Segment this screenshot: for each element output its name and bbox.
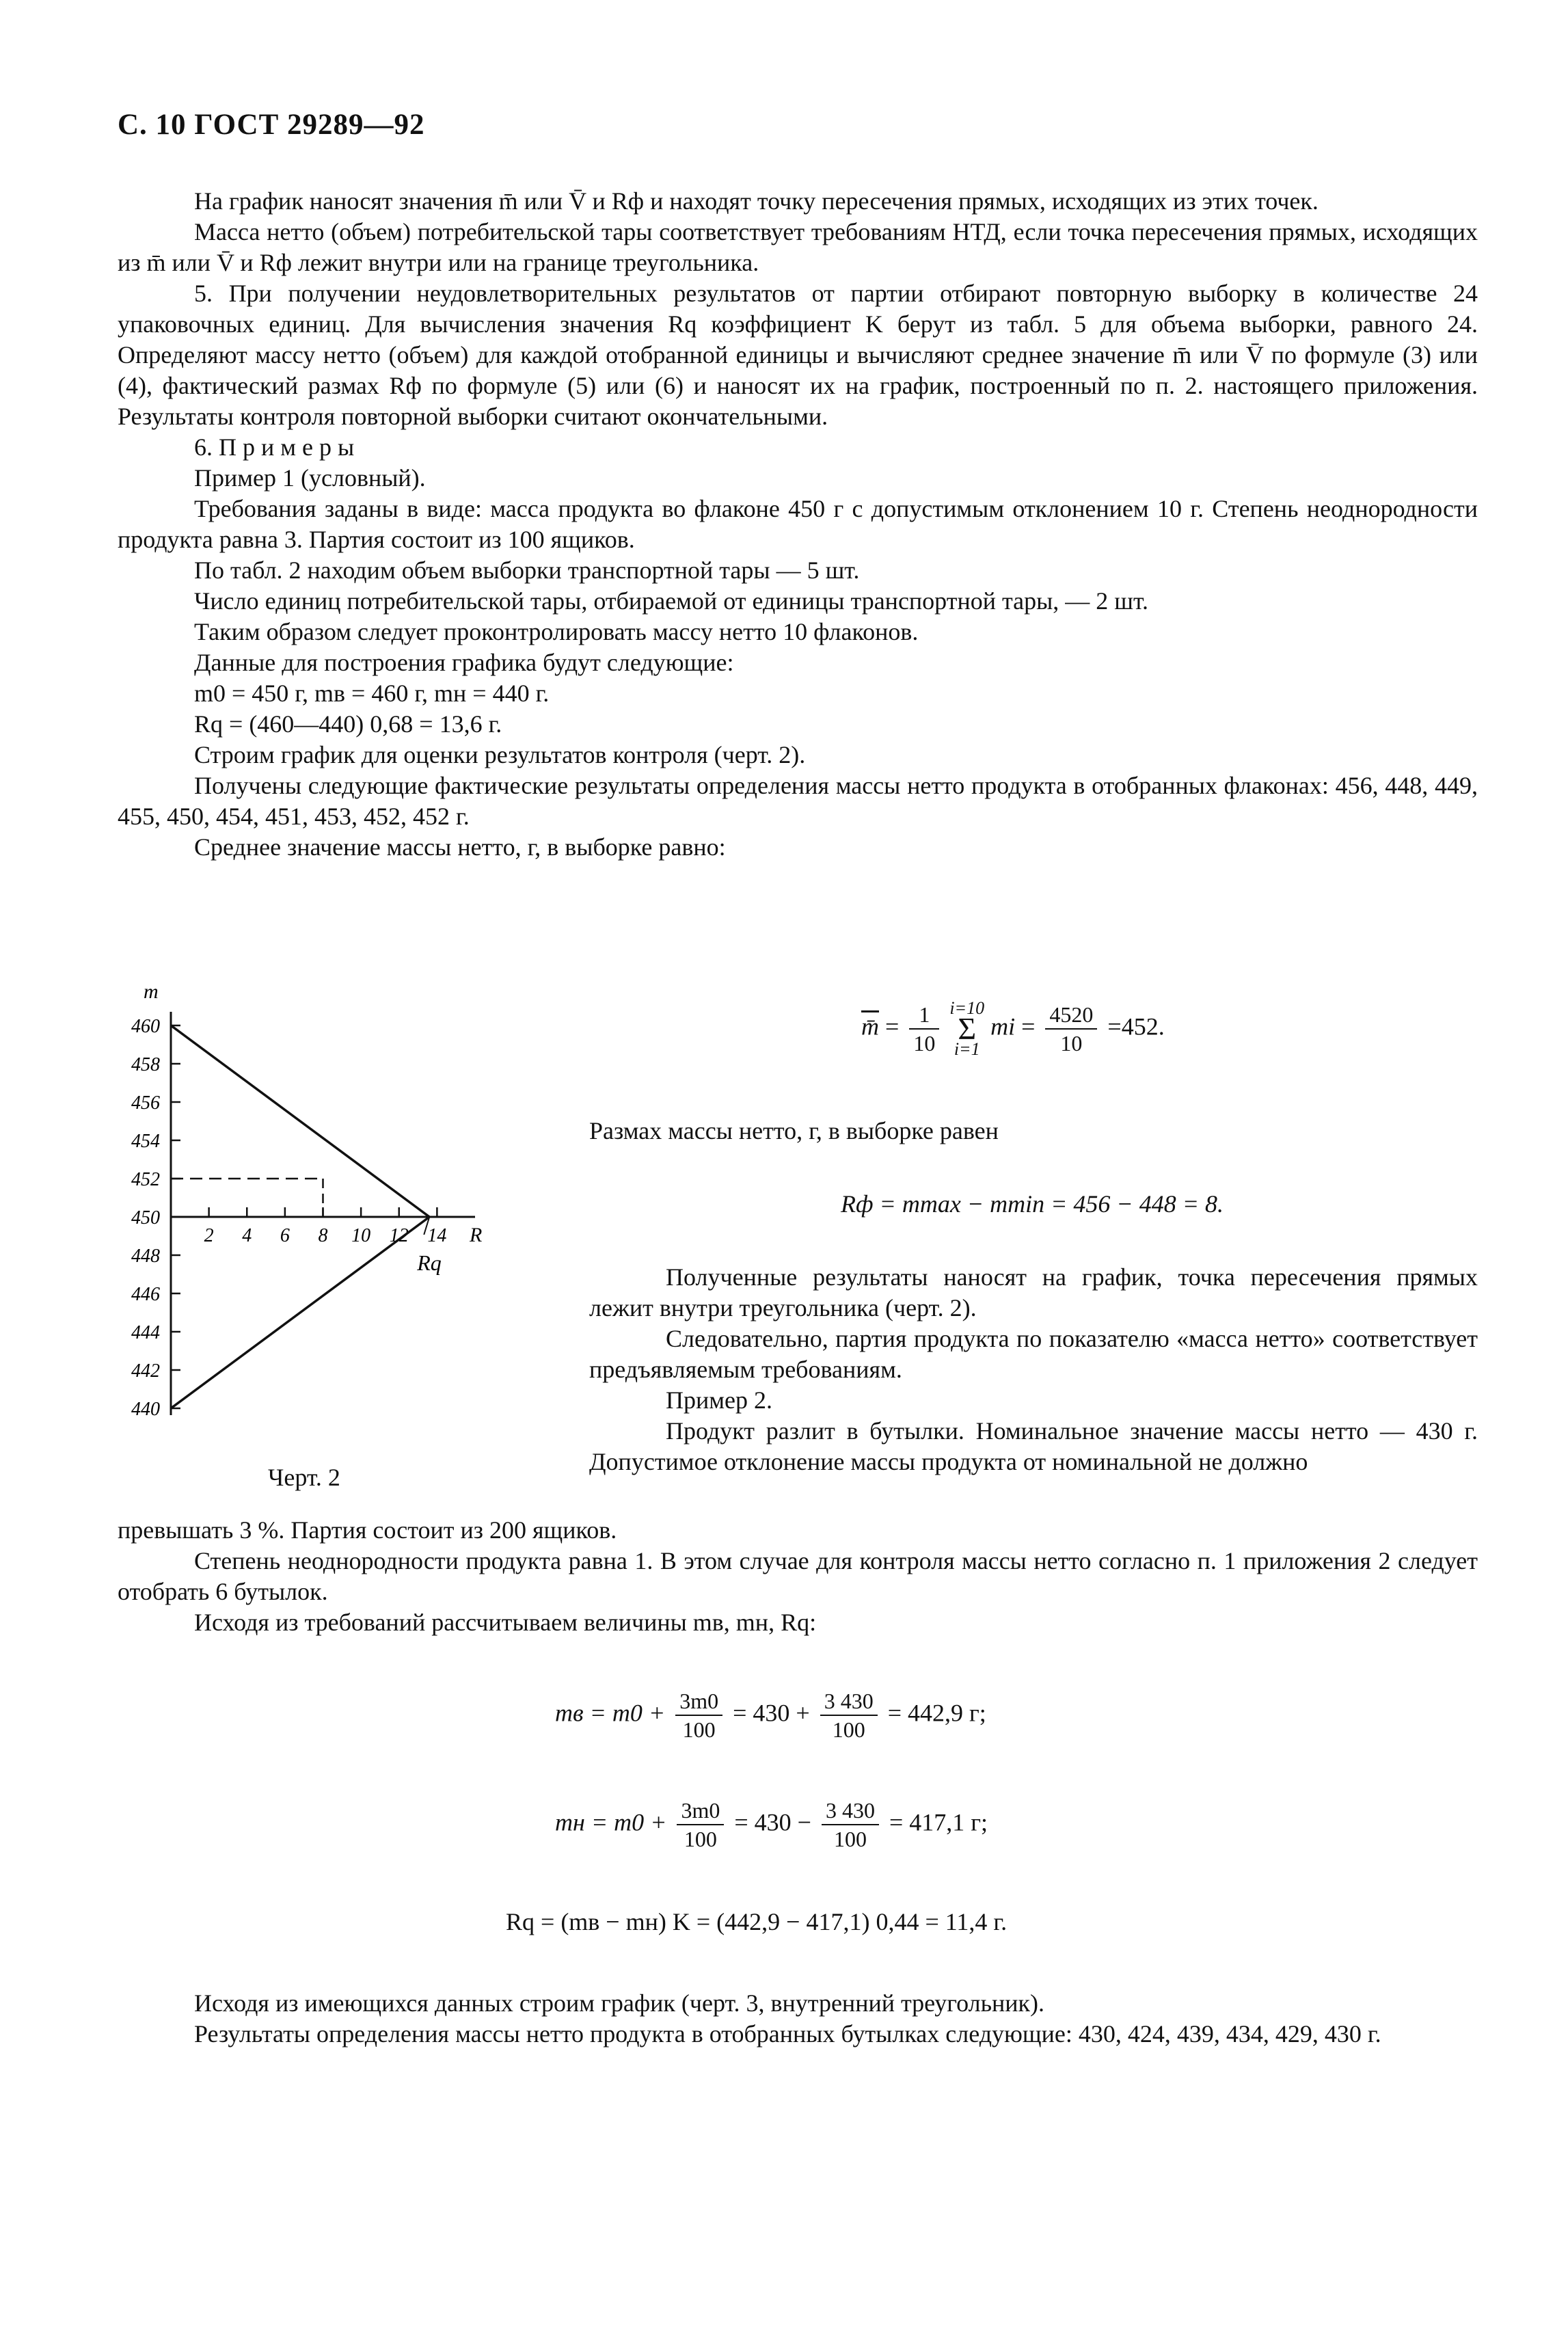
fraction-numerator: 3m0 — [677, 1798, 724, 1825]
x-tick-label: 8 — [318, 1225, 328, 1246]
paragraph: Строим график для оценки результатов контроля (черт. 2). — [194, 741, 806, 768]
y-tick-label: 454 — [131, 1131, 160, 1152]
paragraph: Следовательно, партия продукта по показателю «масса нетто» соответствует предъявляемым требованиям. — [589, 1325, 1478, 1383]
paragraph: Пример 2. — [666, 1386, 773, 1414]
y-tick-label: 448 — [131, 1246, 160, 1267]
y-tick-label: 446 — [131, 1284, 160, 1305]
fraction-numerator: 4520 — [1045, 1002, 1097, 1030]
y-tick-label: 450 — [131, 1207, 160, 1229]
paragraph: Продукт разлит в бутылки. Номинальное значение массы нетто — 430 г. Допустимое отклонение массы продукта от номинальной не должно — [589, 1417, 1478, 1475]
fraction-denominator: 100 — [682, 1717, 716, 1742]
paragraph: На график наносят значения m̄ или V̄ и Rф и находят точку пересечения прямых, исходящих из этих точек. — [194, 187, 1319, 215]
right-column-text — [589, 1262, 1478, 1477]
paragraph: Результаты определения массы нетто продукта в отобранных бутылках следующие: 430, 424, 439, 434, 429, 430 г. — [194, 2020, 1381, 2048]
x-axis-label: R — [470, 1224, 483, 1246]
top-text-block — [118, 186, 1478, 863]
sum-lower-limit: i=1 — [954, 1039, 980, 1059]
figure-caption: Черт. 2 — [268, 1464, 340, 1491]
section-heading: 6. П р и м е р ы — [194, 433, 355, 461]
end-text-block — [118, 1988, 1478, 2050]
formula-lhs: mн = m0 + — [555, 1808, 667, 1836]
formula-lhs: mв = m0 + — [555, 1699, 666, 1727]
y-tick-label: 440 — [131, 1399, 160, 1420]
x-tick-label: 14 — [427, 1225, 447, 1246]
formula-line: Rq = (460—440) 0,68 = 13,6 г. — [194, 710, 502, 738]
rq-annotation: Rq — [417, 1250, 442, 1275]
paragraph: Число единиц потребительской тары, отбираемой от единицы транспортной тары, — 2 шт. — [194, 587, 1149, 615]
y-tick-label: 458 — [131, 1054, 160, 1075]
formula-line: m0 = 450 г, mв = 460 г, mн = 440 г. — [194, 680, 550, 707]
x-tick-label: 6 — [280, 1225, 290, 1246]
paragraph: Получены следующие фактические результаты определения массы нетто продукта в отобранных флаконах: 456, 448, 449, 455, 450, 454, 451, 453, 452, 452 г. — [118, 772, 1478, 830]
paragraph: По табл. 2 находим объем выборки транспортной тары — 5 шт. — [194, 556, 860, 584]
formula-fraction — [677, 1798, 724, 1851]
fraction-numerator: 3m0 — [675, 1689, 722, 1716]
figure-chart-2 — [103, 971, 526, 1449]
fraction-denominator: 100 — [832, 1717, 865, 1742]
formula-middle: = 430 − — [734, 1808, 811, 1836]
formula-rq: Rq = (mв − mн) K = (442,9 − 417,1) 0,44 = 11,4 г. — [506, 1908, 1008, 1935]
paragraph: Исходя из требований рассчитываем величины mв, mн, Rq: — [194, 1609, 817, 1636]
triangle-upper-line — [171, 1025, 429, 1217]
y-tick-label: 456 — [131, 1092, 160, 1114]
paragraph: Пример 1 (условный). — [194, 464, 426, 492]
paragraph: Исходя из имеющихся данных строим график (черт. 3, внутренний треугольник). — [194, 1989, 1045, 2017]
formula-mv — [555, 1689, 986, 1742]
x-tick-label: 4 — [242, 1225, 252, 1246]
mean-formula: m̄ = $\frac{1}{10}$ i=10 Σ i=1 mi = $\frac{4520}{10}$ =452. — [861, 998, 1165, 1059]
range-intro: Размах массы нетто, г, в выборке равен — [589, 1117, 999, 1144]
range-formula: Rф = mmax − mmin = 456 − 448 = 8. — [841, 1190, 1224, 1218]
paragraph: Таким образом следует проконтролировать массу нетто 10 флаконов. — [194, 618, 919, 645]
x-tick-label: 10 — [351, 1225, 371, 1246]
sum-operator: i=10 Σ i=1 — [949, 998, 985, 1059]
x-tick-label: 12 — [389, 1225, 409, 1246]
paragraph: Масса нетто (объем) потребительской тары соответствует требованиям НТД, если точка пересечения прямых, исходящих из m̄ или V̄ и Rф лежит внутри или на границе треугольника. — [118, 218, 1478, 276]
formula-fraction — [675, 1689, 722, 1742]
paragraph: Полученные результаты наносят на график, точка пересечения прямых лежит внутри треугольника (черт. 2). — [589, 1263, 1478, 1321]
fraction-denominator: 100 — [684, 1827, 717, 1851]
mean-symbol: m̄ — [861, 1012, 879, 1041]
paragraph: превышать 3 %. Партия состоит из 200 ящиков. — [118, 1516, 617, 1544]
formula-fraction — [822, 1798, 879, 1851]
y-axis-label: m — [144, 980, 159, 1003]
y-tick-label: 460 — [131, 1016, 160, 1037]
y-tick-label: 442 — [131, 1360, 160, 1382]
paragraph: 5. При получении неудовлетворительных результатов от партии отбирают повторную выборку в количестве 24 упаковочных единиц. Для вычисления значения Rq коэффициент K берут из табл. 5 для объема выборки, равного 24. Определяют массу нетто (объем) для каждой отобранной единицы и вычисляют среднее значение m̄ или V̄ по формуле (3) или (4), фактический размах Rф по формуле (5) или (6) и наносят их на график, построенный по п. 2. настоящего приложения. Результаты контроля повторной выборки считают окончательными. — [118, 280, 1478, 430]
mean-result: =452. — [1107, 1012, 1165, 1041]
x-tick-label: 2 — [204, 1225, 214, 1246]
fraction-denominator: 100 — [833, 1827, 867, 1851]
fraction-numerator: 3 430 — [820, 1689, 878, 1716]
page-header: С. 10 ГОСТ 29289—92 — [118, 109, 425, 141]
y-tick-label: 444 — [131, 1322, 160, 1343]
fraction-denominator: 10 — [1060, 1031, 1083, 1056]
fraction-numerator: 1 — [909, 1002, 939, 1030]
sum-upper-limit: i=10 — [949, 998, 985, 1018]
y-tick-label: 452 — [131, 1169, 160, 1190]
formula-middle: = 430 + — [733, 1699, 810, 1727]
fraction-denominator: 10 — [913, 1031, 936, 1056]
formula-result: = 417,1 г; — [889, 1808, 988, 1836]
fraction-numerator: 3 430 — [822, 1798, 879, 1825]
formula-mn — [555, 1798, 988, 1851]
paragraph: Требования заданы в виде: масса продукта во флаконе 450 г с допустимым отклонением 10 г. Степень неоднородности продукта равна 3. Партия состоит из 100 ящиков. — [118, 495, 1478, 553]
paragraph: Степень неоднородности продукта равна 1. В этом случае для контроля массы нетто согласно п. 1 приложения 2 следует отобрать 6 бутылок. — [118, 1547, 1478, 1605]
bottom-text-block — [118, 1515, 1478, 1638]
sum-term: mi — [990, 1012, 1016, 1041]
formula-result: = 442,9 г; — [887, 1699, 986, 1727]
mean-value-fraction — [1045, 1002, 1097, 1056]
paragraph: Среднее значение массы нетто, г, в выборке равно: — [194, 833, 726, 861]
paragraph: Данные для построения графика будут следующие: — [194, 649, 734, 676]
mean-coef-fraction — [909, 1002, 939, 1056]
formula-fraction — [820, 1689, 878, 1742]
